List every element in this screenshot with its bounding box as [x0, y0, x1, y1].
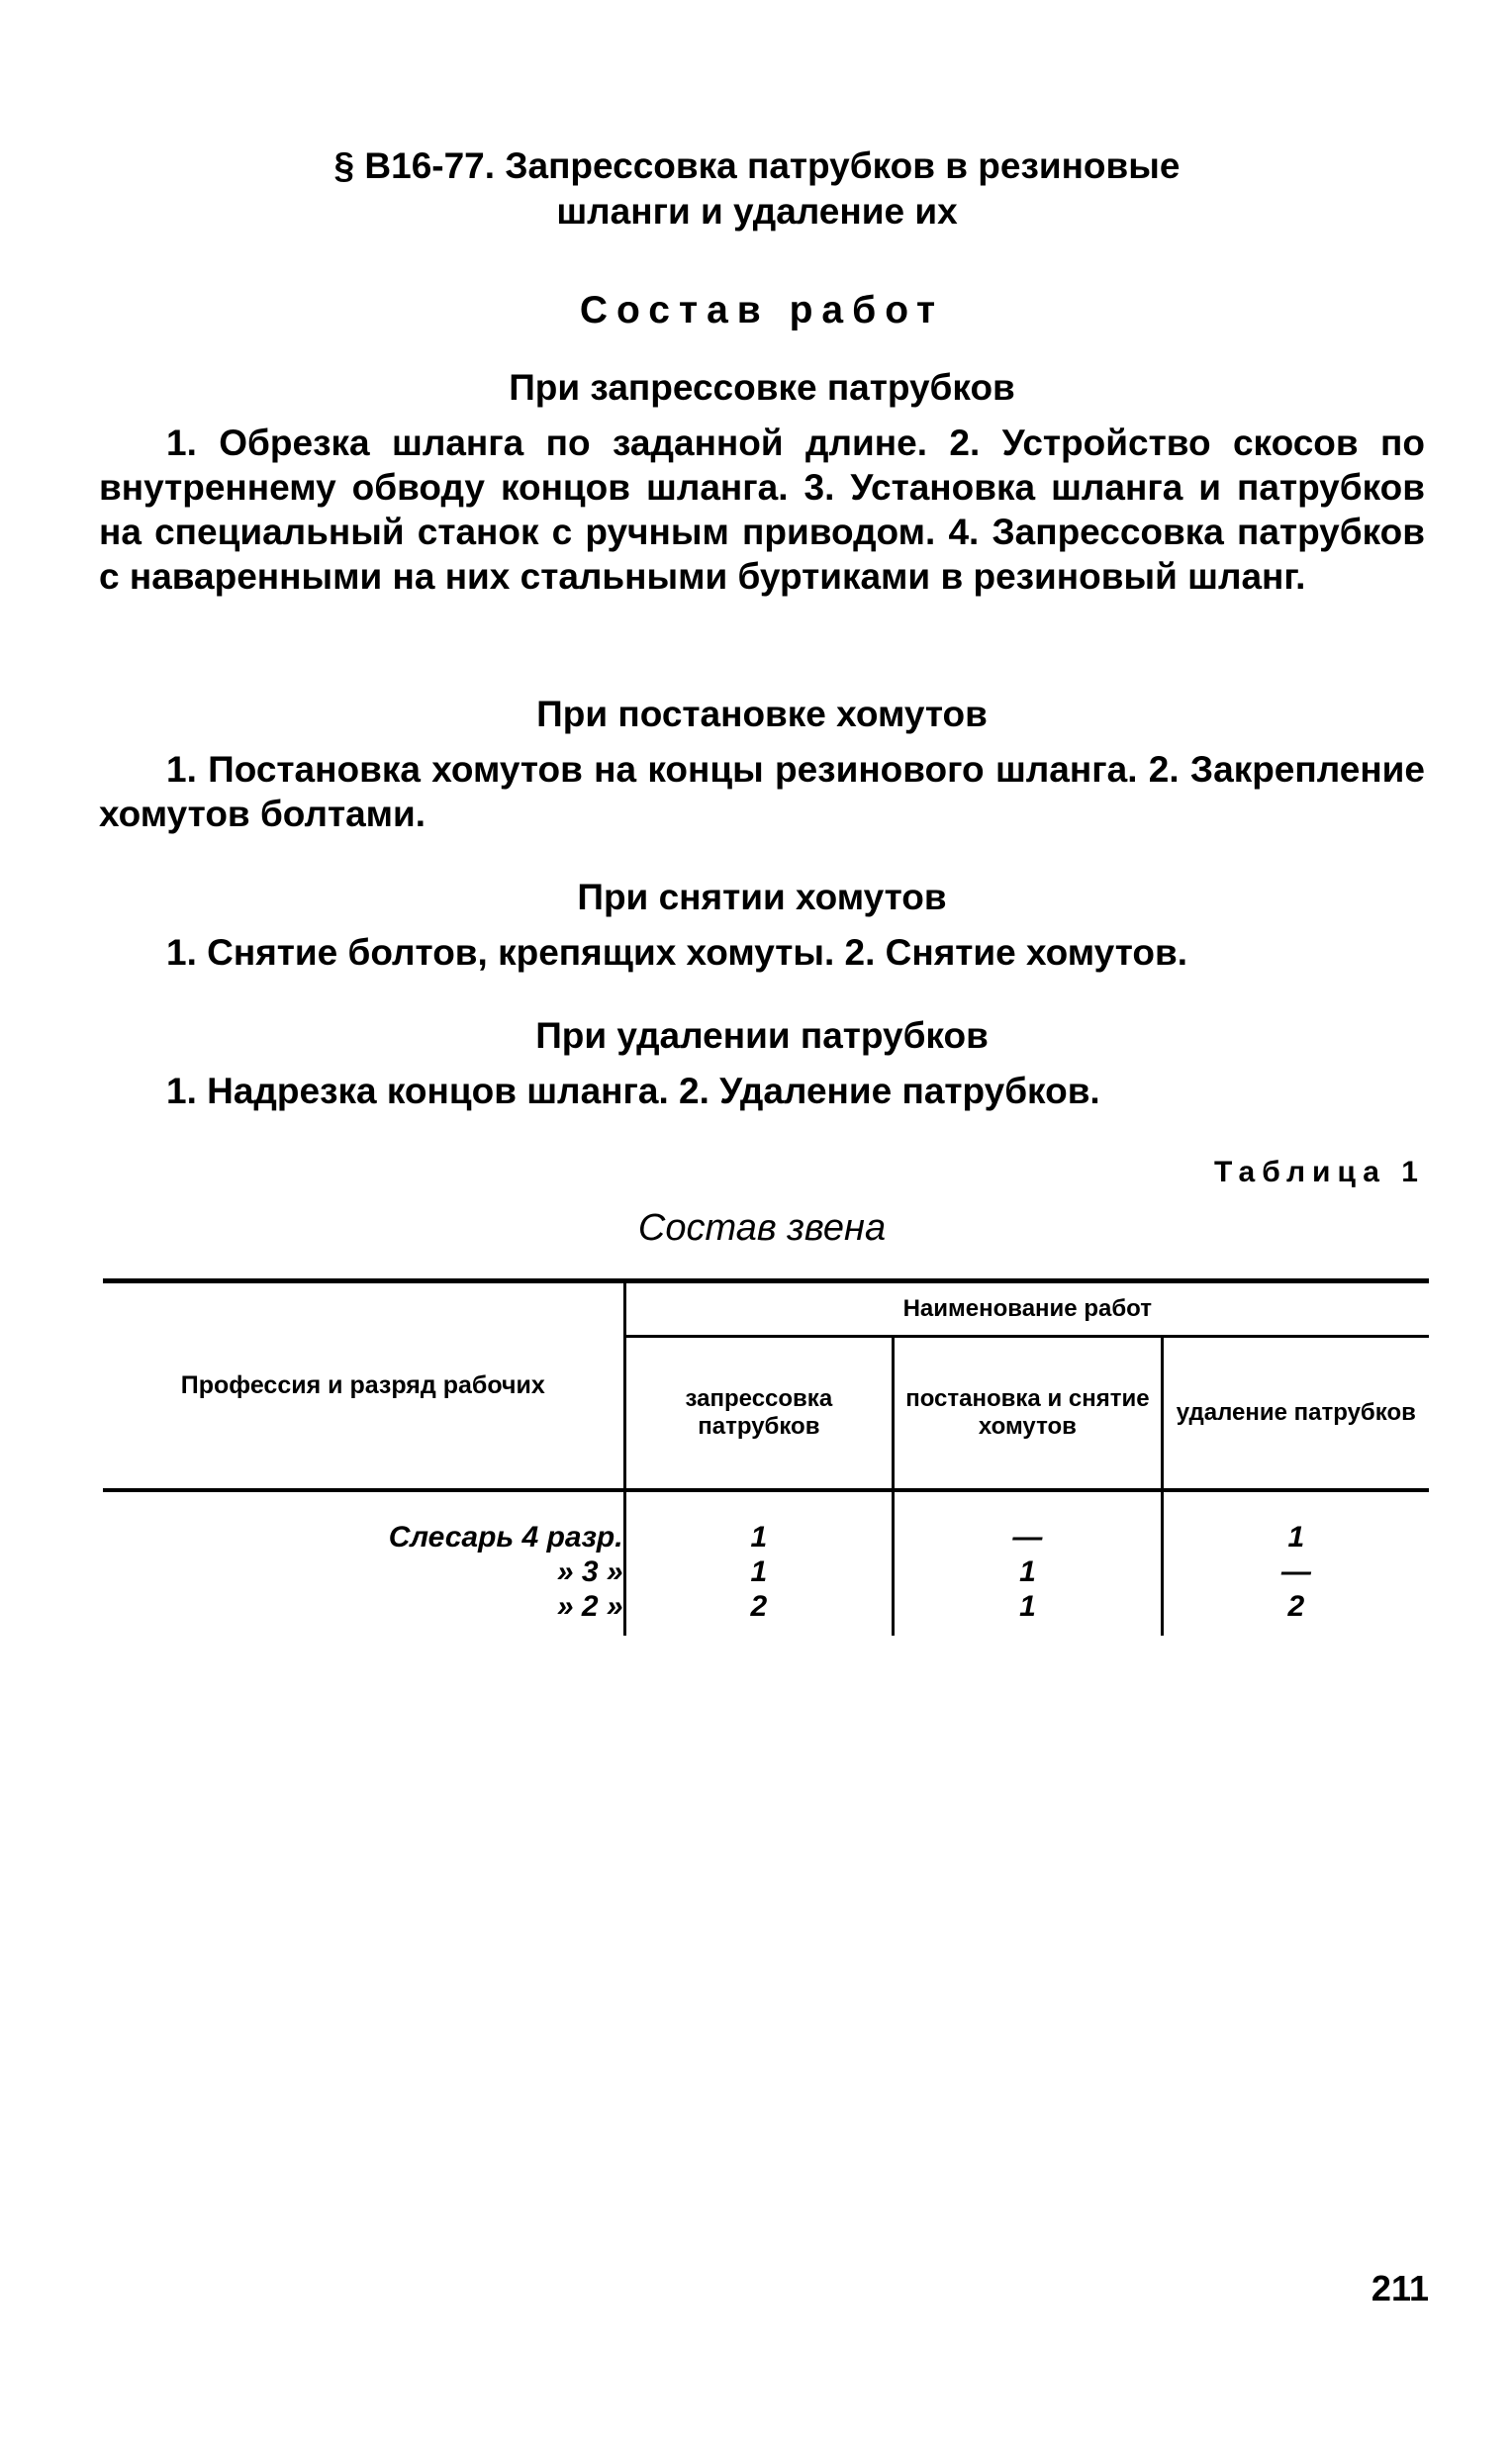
paragraph-clamp-install: 1. Постановка хомутов на концы резинового шланга. 2. Закрепление хомутов болтами.	[99, 749, 1425, 834]
value-cell: 1	[894, 1589, 1162, 1636]
page-number: 211	[1370, 2268, 1429, 2308]
header-profession: Профессия и разряд рабочих	[103, 1281, 624, 1491]
subheading-pipe-removal: При удалении патрубков	[535, 1015, 989, 1056]
value-cell: 2	[624, 1589, 894, 1636]
value-cell: 2	[1287, 1590, 1305, 1623]
profession-cell: » 2 »	[103, 1589, 624, 1636]
value-cell: 1	[624, 1554, 894, 1589]
value-cell: 1	[624, 1490, 894, 1554]
profession-cell: Слесарь 4 разр.	[103, 1490, 624, 1554]
table-caption: Состав звена	[637, 1207, 887, 1249]
value-cell: 1	[894, 1554, 1162, 1589]
header-col-clamps: постановка и снятие хомутов	[894, 1337, 1162, 1491]
profession-cell: » 3 »	[103, 1554, 624, 1589]
value-cell: —	[894, 1490, 1162, 1554]
subheading-pressing: При запрессовке патрубков	[509, 367, 1015, 408]
header-col-removal: удаление патрубков	[1162, 1337, 1429, 1491]
crew-composition-table	[103, 1278, 1429, 1636]
work-composition-heading: Состав работ	[579, 289, 945, 331]
table-row	[103, 1490, 1429, 1554]
section-title	[178, 143, 1336, 235]
section-title-line-1: § В16-77. Запрессовка патрубков в резиновые	[333, 145, 1181, 186]
paragraph-pipe-removal: 1. Надрезка концов шланга. 2. Удаление патрубков.	[166, 1071, 1100, 1111]
table-row	[103, 1589, 1429, 1636]
header-col-pressing: запрессовка патрубков	[624, 1337, 894, 1491]
paragraph-clamp-removal: 1. Снятие болтов, крепящих хомуты. 2. Снятие хомутов.	[166, 932, 1187, 973]
value-cell: 1	[1287, 1521, 1305, 1554]
subheading-clamp-install: При постановке хомутов	[536, 694, 988, 734]
value-cell: —	[1280, 1555, 1311, 1588]
paragraph-pressing: 1. Обрезка шланга по заданной длине. 2. Устройство скосов по внутреннему обводу концов шланга. 3. Установка шланга и патрубков на специальный станок с ручным приводом. 4. Запрессовка патрубков с наваренными на них стальными буртиками в резиновый шланг.	[99, 423, 1425, 597]
subheading-clamp-removal: При снятии хомутов	[577, 877, 947, 917]
table-label: Таблица 1	[1213, 1156, 1425, 1188]
header-work-names: Наименование работ	[624, 1281, 1429, 1337]
section-title-line-2: шланги и удаление их	[556, 191, 958, 232]
table-row	[103, 1554, 1429, 1589]
